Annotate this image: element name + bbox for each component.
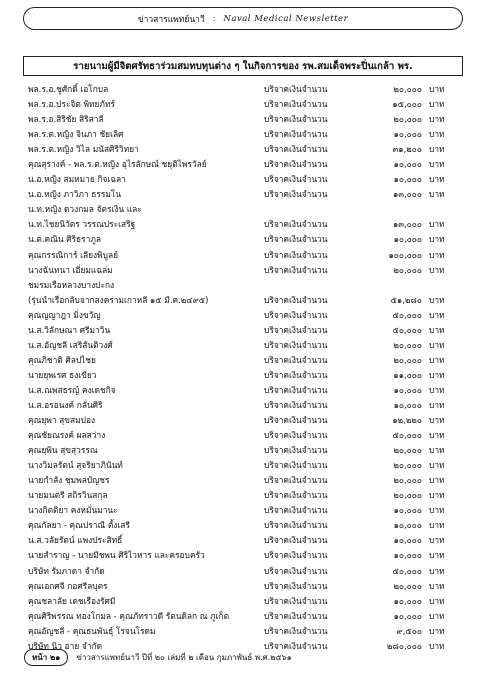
donor-row xyxy=(28,232,458,247)
donation-description: บริจาคเงินจำนวน xyxy=(264,264,328,275)
donation-description: บริจาคเงินจำนวน xyxy=(264,159,328,170)
currency-unit: บาท xyxy=(429,99,445,110)
currency-unit: บาท xyxy=(429,174,445,185)
donor-name: น.ส.อรอนงค์ กลั่นศิริ xyxy=(28,399,103,410)
donor-row xyxy=(28,624,458,639)
donation-amount: ๙,๕๐๐ xyxy=(396,625,422,636)
donor-name: นายกำลัง ชุมพลบัญชร xyxy=(28,475,110,486)
donor-row xyxy=(28,127,458,142)
donation-amount: ๑๐,๐๐๐ xyxy=(393,399,422,410)
currency-unit: บาท xyxy=(429,625,445,636)
donation-amount: ๒๐,๐๐๐ xyxy=(393,354,422,365)
currency-unit: บาท xyxy=(429,445,445,456)
donation-description: บริจาคเงินจำนวน xyxy=(264,475,328,486)
donation-amount: ๕๐,๐๐๐ xyxy=(392,309,422,320)
donation-amount: ๕๑,๒๘๐ xyxy=(390,294,422,305)
donation-amount: ๑๐๐,๐๐๐ xyxy=(388,249,422,260)
donation-description: บริจาคเงินจำนวน xyxy=(264,610,328,621)
donor-name: คุณชัยณรงค์ ผลสว่าง xyxy=(28,430,106,441)
donation-description: บริจาคเงินจำนวน xyxy=(264,339,328,350)
donation-description: บริจาคเงินจำนวน xyxy=(264,565,328,576)
header-thai-title: ข่าวสารแพทย์นาวี xyxy=(137,14,205,25)
donation-amount: ๕๐,๐๐๐ xyxy=(392,565,422,576)
donation-description: บริจาคเงินจำนวน xyxy=(264,445,328,456)
donation-amount: ๕๐,๐๐๐ xyxy=(392,324,422,335)
donation-amount: ๑๐,๐๐๐ xyxy=(393,159,422,170)
donation-description: บริจาคเงินจำนวน xyxy=(264,249,328,260)
donation-description: บริจาคเงินจำนวน xyxy=(264,490,328,501)
donation-amount: ๑๓,๐๐๐ xyxy=(392,189,422,200)
donor-row xyxy=(28,202,458,217)
donation-amount: ๑๐,๐๐๐ xyxy=(393,595,422,606)
currency-unit: บาท xyxy=(429,234,445,245)
donation-amount: ๒๐,๐๐๐ xyxy=(393,84,422,94)
donation-description: บริจาคเงินจำนวน xyxy=(264,309,328,320)
donor-row xyxy=(28,248,458,263)
donor-name: คุณอัญชลี - คุณธนพันธุ์ โรจนโรดม xyxy=(28,625,156,636)
donor-row xyxy=(28,157,458,172)
donor-row xyxy=(28,428,458,443)
donor-row xyxy=(28,488,458,503)
currency-unit: บาท xyxy=(429,144,445,155)
donation-amount: ๑๕,๐๐๐ xyxy=(392,99,422,110)
section-title: รายนามผู้มีจิตศรัทธาร่วมสมทบทุนต่าง ๆ ในกิจการของ รพ.สมเด็จพระปิ่นเกล้า พร. xyxy=(73,60,413,72)
footer-citation: ข่าวสารแพทย์นาวี ปีที่ ๒๐ เล่มที่ ๒ เดือน กุมภาพันธ์ พ.ศ.๒๕๖๑ xyxy=(76,652,292,662)
donation-amount: ๒๘๐,๐๐๐ xyxy=(386,640,422,651)
donor-row xyxy=(28,564,458,579)
donation-amount: ๕๐,๐๐๐ xyxy=(392,430,422,441)
donor-row xyxy=(28,353,458,368)
currency-unit: บาท xyxy=(429,399,445,410)
donor-name: คุณญญาฎา มิ่งขวัญ xyxy=(28,309,101,320)
donor-row xyxy=(28,263,458,278)
donor-row xyxy=(28,594,458,609)
donor-row xyxy=(28,142,458,157)
currency-unit: บาท xyxy=(429,610,445,621)
donor-name: บริษัท นิว อาย จำกัด xyxy=(28,640,103,651)
donor-name: นายยุพเรศ ธงเขียว xyxy=(28,369,97,380)
donor-row xyxy=(28,548,458,563)
donor-row xyxy=(28,443,458,458)
donor-row xyxy=(28,533,458,548)
donor-name: พล.ร.อ.ชูศักดิ์ เอโกบล xyxy=(28,84,109,94)
donation-description: บริจาคเงินจำนวน xyxy=(264,84,328,94)
currency-unit: บาท xyxy=(429,219,445,230)
donor-row xyxy=(28,579,458,594)
donor-row xyxy=(28,308,458,323)
donation-description: บริจาคเงินจำนวน xyxy=(264,580,328,591)
donation-amount: ๒๐,๐๐๐ xyxy=(393,460,422,471)
donor-row xyxy=(28,503,458,518)
donation-amount: ๑๐,๐๐๐ xyxy=(393,174,422,185)
currency-unit: บาท xyxy=(429,264,445,275)
donor-row xyxy=(28,172,458,187)
newsletter-header xyxy=(23,7,463,30)
donor-row xyxy=(28,413,458,428)
donation-description: บริจาคเงินจำนวน xyxy=(264,520,328,531)
donation-description: บริจาคเงินจำนวน xyxy=(264,189,328,200)
donation-amount: ๑๒,๒๒๐ xyxy=(392,415,422,426)
donation-description: บริจาคเงินจำนวน xyxy=(264,460,328,471)
donation-amount: ๑๐,๐๐๐ xyxy=(393,384,422,395)
donation-description: บริจาคเงินจำนวน xyxy=(264,384,328,395)
donation-description: บริจาคเงินจำนวน xyxy=(264,595,328,606)
donor-name: นายสำราญ - นายมีชพน ศิริไวหาร และครอบครัว xyxy=(28,550,205,561)
donor-row xyxy=(28,82,458,97)
header-english-title: Naval Medical Newsletter xyxy=(223,13,349,24)
currency-unit: บาท xyxy=(429,505,445,516)
donor-name: คุณศิริพรรณ ทองโกมล - คุณภัทราวดี รัตนดิลก ณ ภูเก็ต xyxy=(28,610,230,621)
donation-amount: ๒๐,๐๐๐ xyxy=(393,445,422,456)
donor-name: น.ส.วิลักษณา ศรีมาวิน xyxy=(28,324,111,335)
donation-description: บริจาคเงินจำนวน xyxy=(264,550,328,561)
donor-name: คุณกัลยา - คุณปราณี ตั้งเสรี xyxy=(28,520,130,531)
donor-row xyxy=(28,368,458,383)
currency-unit: บาท xyxy=(429,339,445,350)
page-number: หน้า ๒๑ xyxy=(24,649,68,666)
donor-name: คุณชลาลัย เดชเรืองรัศมี xyxy=(28,595,116,606)
currency-unit: บาท xyxy=(429,324,445,335)
donation-amount: ๑๐,๐๐๐ xyxy=(393,505,422,516)
donor-name: นางกิตติยา คงหมั่นมานะ xyxy=(28,505,118,516)
currency-unit: บาท xyxy=(429,475,445,486)
currency-unit: บาท xyxy=(429,84,445,94)
currency-unit: บาท xyxy=(429,430,445,441)
donor-name: พล.ร.ต.หญิง วิไล มนัสศิริวิทยา xyxy=(28,144,139,155)
donor-row xyxy=(28,473,458,488)
donation-amount: ๑๐,๐๐๐ xyxy=(393,520,422,531)
currency-unit: บาท xyxy=(429,550,445,561)
donor-name: บริษัท รัมภาดา จำกัด xyxy=(28,565,105,576)
currency-unit: บาท xyxy=(429,460,445,471)
donor-row xyxy=(28,518,458,533)
donation-amount: ๑๐,๐๐๐ xyxy=(393,550,422,561)
currency-unit: บาท xyxy=(429,520,445,531)
currency-unit: บาท xyxy=(429,490,445,501)
donation-description: บริจาคเงินจำนวน xyxy=(264,430,328,441)
currency-unit: บาท xyxy=(429,369,445,380)
currency-unit: บาท xyxy=(429,114,445,125)
donation-amount: ๑๑,๐๐๐ xyxy=(393,369,422,380)
donation-description: บริจาคเงินจำนวน xyxy=(264,129,328,140)
donor-name: (รุ่นนำเรือกลับจากสงครามเกาหลี ๑๕ มี.ค.๒๔๙๕) xyxy=(28,294,209,305)
donor-row xyxy=(28,338,458,353)
donor-row xyxy=(28,278,458,293)
donor-row xyxy=(28,609,458,624)
currency-unit: บาท xyxy=(429,565,445,576)
donation-description: บริจาคเงินจำนวน xyxy=(264,324,328,335)
currency-unit: บาท xyxy=(429,354,445,365)
donation-amount: ๑๐,๐๐๐ xyxy=(393,610,422,621)
currency-unit: บาท xyxy=(429,189,445,200)
donation-amount: ๒๐,๐๐๐ xyxy=(393,114,422,125)
currency-unit: บาท xyxy=(429,129,445,140)
donor-name: น.ต.คณิน ศิริธราภูล xyxy=(28,234,102,245)
donor-name: คุณกรรณิการ์ เลียงพิบูลย์ xyxy=(28,249,119,260)
donation-description: บริจาคเงินจำนวน xyxy=(264,174,328,185)
currency-unit: บาท xyxy=(429,535,445,546)
donation-amount: ๒๐,๐๐๐ xyxy=(393,580,422,591)
donation-amount: ๑๐,๐๐๐ xyxy=(393,535,422,546)
donation-amount: ๑๓,๐๐๐ xyxy=(392,219,422,230)
currency-unit: บาท xyxy=(429,159,445,170)
donor-name: น.อ.หญิง สมหมาย กิจเฉลา xyxy=(28,174,126,185)
donation-description: บริจาคเงินจำนวน xyxy=(264,234,328,245)
currency-unit: บาท xyxy=(429,309,445,320)
donor-name: ชมรมเรือหลวงบางปะกง xyxy=(28,279,115,290)
donor-name: น.ส.วลัยรัตน์ แพงประสิทธิ์ xyxy=(28,535,123,546)
donation-description: บริจาคเงินจำนวน xyxy=(264,505,328,516)
section-title-box xyxy=(23,56,463,76)
donation-amount: ๒๐,๐๐๐ xyxy=(393,475,422,486)
header-separator: : xyxy=(212,14,216,23)
donor-name: คุณภิชาติ ศิลปไชย xyxy=(28,354,96,365)
donor-name: นางฉันทนา เอี่ยมแฉล่ม xyxy=(28,264,113,275)
currency-unit: บาท xyxy=(429,249,445,260)
currency-unit: บาท xyxy=(429,415,445,426)
donor-name: คุณสุรางค์ - พล.ร.ต.หญิง อุไรลักษณ์ ชยุติไพรวัลย์ xyxy=(28,159,207,170)
donor-name: พล.ร.อ.สิริชัย สิริสาลี xyxy=(28,114,104,125)
donation-amount: ๒๐,๐๐๐ xyxy=(393,339,422,350)
donation-description: บริจาคเงินจำนวน xyxy=(264,369,328,380)
donor-name: คุณยุพิน สุขสุวรรณ xyxy=(28,445,98,456)
donor-row xyxy=(28,323,458,338)
donation-description: บริจาคเงินจำนวน xyxy=(264,219,328,230)
currency-unit: บาท xyxy=(429,294,445,305)
donor-row xyxy=(28,398,458,413)
donation-description: บริจาคเงินจำนวน xyxy=(264,625,328,636)
donor-row xyxy=(28,217,458,232)
currency-unit: บาท xyxy=(429,580,445,591)
donation-description: บริจาคเงินจำนวน xyxy=(264,114,328,125)
currency-unit: บาท xyxy=(429,640,445,651)
currency-unit: บาท xyxy=(429,595,445,606)
donor-row xyxy=(28,187,458,202)
donation-description: บริจาคเงินจำนวน xyxy=(264,354,328,365)
donor-name: น.ส.ณพสธรญ์ คงเดชกิจ xyxy=(28,384,116,395)
donor-list xyxy=(28,82,458,654)
donor-row xyxy=(28,112,458,127)
donor-name: น.อ.หญิง ภาวิภา ธรรมโน xyxy=(28,189,122,200)
donor-name: พล.ร.อ.ประจิต พิทยภัทร์ xyxy=(28,99,115,110)
donor-name: น.ส.อัญชลี เสริสันติวงศ์ xyxy=(28,339,113,350)
donor-name: นายมนตรี สถิรวินสกุล xyxy=(28,490,108,501)
donor-name: น.ท.ไชยนิวัตร วรรณประเสริฐ xyxy=(28,219,136,230)
donor-name: คุณยุพา สุขสมปอง xyxy=(28,415,96,426)
currency-unit: บาท xyxy=(429,384,445,395)
donor-name: พล.ร.ต.หญิง จินภา ชัยเลิศ xyxy=(28,129,124,140)
donation-description: บริจาคเงินจำนวน xyxy=(264,99,328,110)
donation-amount: ๓๑,๒๐๐ xyxy=(392,144,422,155)
page-footer xyxy=(24,649,292,665)
donor-row xyxy=(28,293,458,308)
donor-name: นางวิมลรัตน์ สุจริยาภินันท์ xyxy=(28,460,123,471)
donation-description: บริจาคเงินจำนวน xyxy=(264,535,328,546)
donation-description: บริจาคเงินจำนวน xyxy=(264,640,328,651)
donor-name: น.ท.หญิง ดวงกมล จัตรเงิน และ xyxy=(28,204,142,215)
donor-row xyxy=(28,383,458,398)
donation-amount: ๒๐,๐๐๐ xyxy=(393,490,422,501)
donation-amount: ๑๐,๐๐๐ xyxy=(393,129,422,140)
donation-amount: ๒๐,๐๐๐ xyxy=(393,264,422,275)
donation-description: บริจาคเงินจำนวน xyxy=(264,399,328,410)
donor-row xyxy=(28,458,458,473)
donation-amount: ๑๐,๐๐๐ xyxy=(393,234,422,245)
donor-row xyxy=(28,97,458,112)
donation-description: บริจาคเงินจำนวน xyxy=(264,415,328,426)
donation-description: บริจาคเงินจำนวน xyxy=(264,144,328,155)
donation-description: บริจาคเงินจำนวน xyxy=(264,294,328,305)
donor-name: คุณเอกศจี กอศรีลบุตร xyxy=(28,580,108,591)
